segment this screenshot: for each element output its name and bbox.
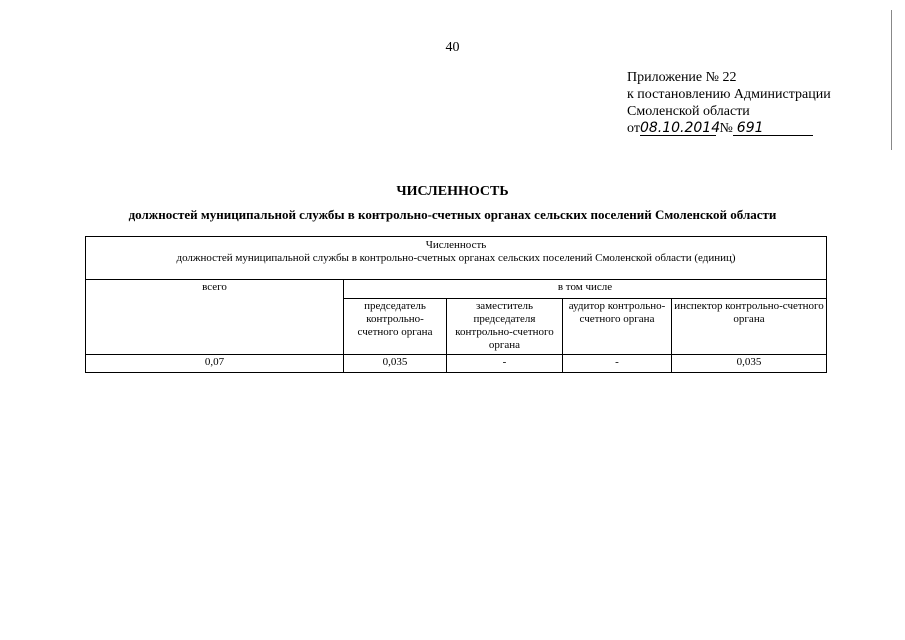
- col-including-header: в том числе: [344, 280, 827, 299]
- cell-inspector: 0,035: [672, 355, 827, 373]
- appendix-line-1: Приложение № 22: [627, 70, 737, 85]
- table-row: [86, 355, 827, 373]
- subcol-auditor: аудитор контрольно-счетного органа: [563, 299, 672, 355]
- col-total-header: всего: [86, 280, 344, 355]
- table-header-line-2: должностей муниципальной службы в контрольно-счетных органах сельских поселений Смоленской области (единиц): [176, 252, 736, 264]
- number-prefix: №: [719, 121, 733, 136]
- subcol-deputy-chairman: заместитель председателя контрольно-счетного органа: [447, 299, 563, 355]
- cell-deputy-chairman: -: [447, 355, 563, 373]
- page-number: 40: [445, 40, 460, 55]
- appendix-block: [627, 69, 867, 137]
- appendix-date-line: [627, 120, 867, 137]
- cell-chairman: 0,035: [344, 355, 447, 373]
- page-edge-line: [891, 10, 892, 150]
- appendix-line-3: Смоленской области: [627, 104, 750, 119]
- appendix-line-2: к постановлению Администрации: [627, 87, 831, 102]
- document-title: ЧИСЛЕННОСТЬ: [396, 184, 509, 199]
- cell-auditor: -: [563, 355, 672, 373]
- date-value: 08.10.2014: [639, 120, 721, 136]
- subcol-chairman: председатель контрольно-счетного органа: [344, 299, 447, 355]
- table-header: [86, 237, 827, 280]
- subcol-inspector: инспектор контрольно-счетного органа: [672, 299, 827, 355]
- staff-count-table: [85, 236, 827, 373]
- table-header-line-1: Численность: [425, 239, 487, 251]
- number-value: 691: [733, 122, 813, 136]
- date-prefix: от: [627, 121, 640, 136]
- document-subtitle: должностей муниципальной службы в контрольно-счетных органах сельских поселений Смоленской области: [128, 207, 777, 222]
- cell-total: 0,07: [86, 355, 344, 373]
